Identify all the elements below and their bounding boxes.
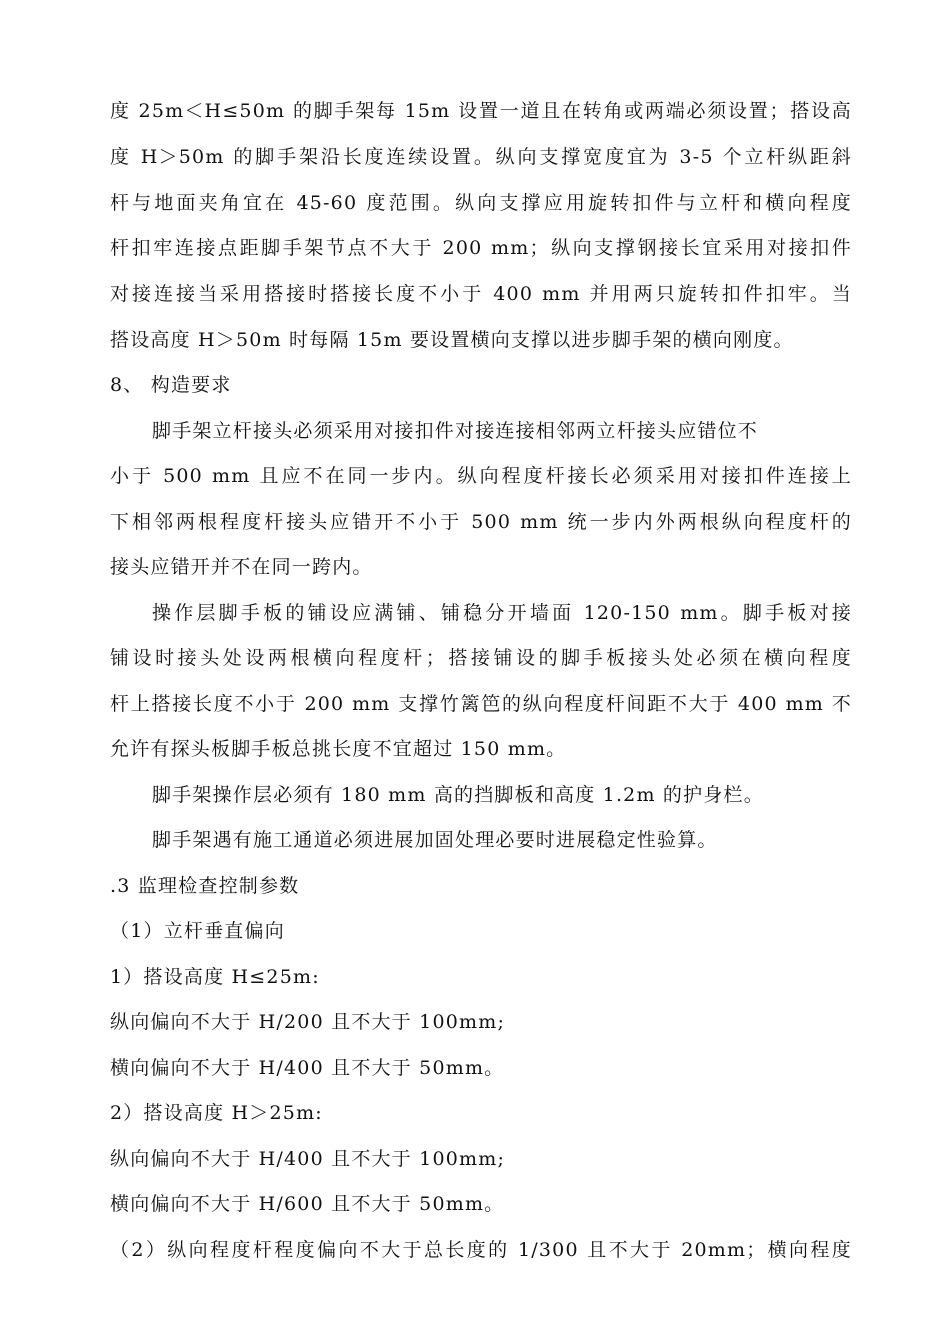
list-item: 1）搭设高度 H≤25m: [110,966,320,988]
subsection-heading: （1）立杆垂直偏向 [110,920,285,942]
paragraph-line: 杆上搭接长度不小于 200 mm 支撑竹篱笆的纵向程度杆间距不大于 400 mm 不 [110,693,852,715]
paragraph-line: 脚手架操作层必须有 180 mm 高的挡脚板和高度 1.2m 的护身栏。 [152,784,764,806]
paragraph-line: 杆扣牢连接点距脚手架节点不大于 200 mm；纵向支撑钢接长宜采用对接扣件 [110,237,852,259]
paragraph-line: 脚手架遇有施工通道必须进展加固处理必要时进展稳定性验算。 [152,829,718,851]
list-item: 纵向偏向不大于 H/200 且不大于 100mm; [110,1011,506,1033]
paragraph-line: 下相邻两根程度杆接头应错开不小于 500 mm 统一步内外两根纵向程度杆的 [110,511,852,533]
list-item: 纵向偏向不大于 H/400 且不大于 100mm; [110,1148,506,1170]
paragraph-line: 搭设高度 H＞50m 时每隔 15m 要设置横向支撑以进步脚手架的横向刚度。 [110,329,794,351]
paragraph-line: 脚手架立杆接头必须采用对接扣件对接连接相邻两立杆接头应错位不 [152,420,759,442]
list-item: 2）搭设高度 H＞25m: [110,1102,323,1124]
paragraph-line: 对接连接当采用搭接时搭接长度不小于 400 mm 并用两只旋转扣件扣牢。当 [110,283,852,305]
paragraph-line: 小于 500 mm 且应不在同一步内。纵向程度杆接长必须采用对接扣件连接上 [110,465,852,487]
paragraph-line: 度 H＞50m 的脚手架沿长度连续设置。纵向支撑宽度宜为 3-5 个立杆纵距斜 [110,146,852,168]
paragraph-line: 杆与地面夹角宜在 45-60 度范围。纵向支撑应用旋转扣件与立杆和横向程度 [110,192,852,214]
paragraph-line: 度 25m＜H≤50m 的脚手架每 15m 设置一道且在转角或两端必须设置；搭设高 [110,100,852,122]
paragraph-line: 操作层脚手板的铺设应满铺、铺稳分开墙面 120-150 mm。脚手板对接 [152,602,852,624]
section-heading: .3 监理检查控制参数 [110,875,300,897]
subsection-heading: （2）纵向程度杆程度偏向不大于总长度的 1/300 且不大于 20mm；横向程度 [110,1239,852,1261]
paragraph-line: 允许有探头板脚手板总挑长度不宜超过 150 mm。 [110,738,567,760]
list-item: 横向偏向不大于 H/400 且不大于 50mm。 [110,1057,505,1079]
section-heading: 8、 构造要求 [110,374,232,396]
paragraph-line: 接头应错开并不在同一跨内。 [110,556,373,578]
list-item: 横向偏向不大于 H/600 且不大于 50mm。 [110,1193,505,1215]
paragraph-line: 铺设时接头处设两根横向程度杆；搭接铺设的脚手板接头处必须在横向程度 [110,647,852,669]
